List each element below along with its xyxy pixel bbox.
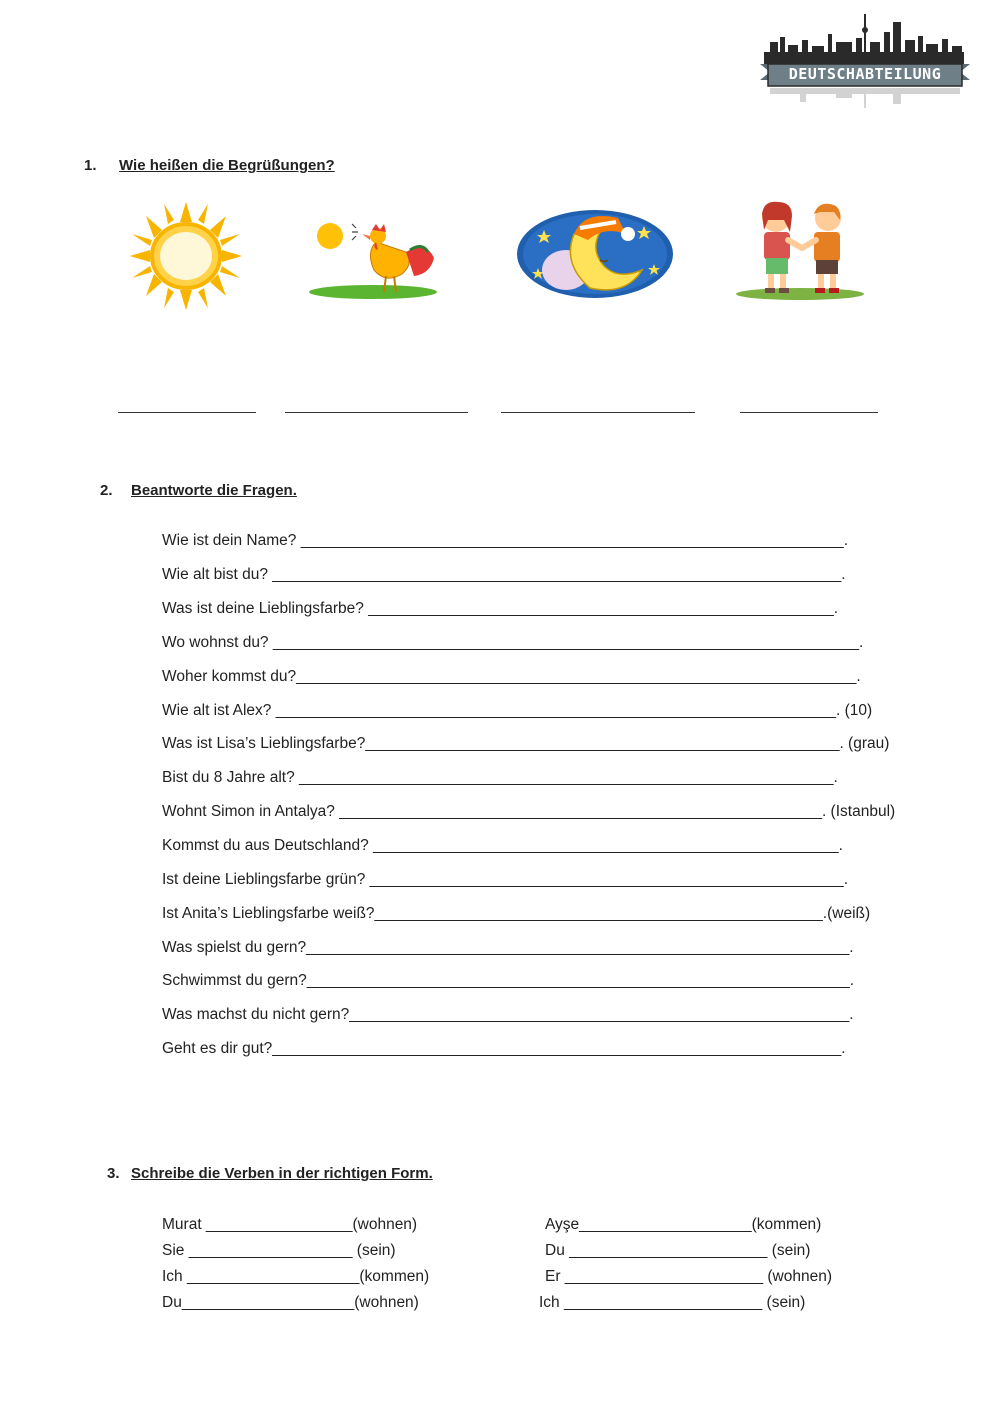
section-3-heading <box>107 1165 433 1182</box>
question-line[interactable]: Ist Anita’s Lieblingsfarbe weiß?____________________________________________________.(weiß) <box>162 905 871 922</box>
question-line[interactable]: Wie alt bist du? __________________________________________________________________. <box>162 566 846 583</box>
section-2-heading <box>100 482 297 499</box>
question-line[interactable]: Was ist deine Lieblingsfarbe? ______________________________________________________. <box>162 600 839 617</box>
verb-item-left[interactable]: Ich ____________________(kommen) <box>162 1268 430 1285</box>
question-line[interactable]: Was ist Lisa’s Lieblingsfarbe?_______________________________________________________. (grau) <box>162 735 890 752</box>
verb-item-right[interactable]: Ayşe____________________(kommen) <box>545 1216 822 1233</box>
question-line[interactable]: Ist deine Lieblingsfarbe grün? _______________________________________________________. <box>162 871 849 888</box>
question-line[interactable]: Wohnt Simon in Antalya? ________________________________________________________. (Istanbul) <box>162 803 896 820</box>
question-line[interactable]: Bist du 8 Jahre alt? ______________________________________________________________. <box>162 769 838 786</box>
verb-item-right[interactable]: Er _______________________ (wohnen) <box>545 1268 832 1285</box>
sun-icon <box>128 200 244 312</box>
question-line[interactable]: Geht es dir gut?__________________________________________________________________. <box>162 1040 846 1057</box>
deutschabteilung-logo <box>760 12 970 112</box>
answer-blank-1[interactable] <box>118 412 256 413</box>
verb-item-right[interactable]: Ich _______________________ (sein) <box>539 1294 806 1311</box>
section-3-title: Schreibe die Verben in der richtigen Form. <box>131 1165 433 1182</box>
section-2-title: Beantworte die Fragen. <box>131 482 297 499</box>
answer-blank-3[interactable] <box>501 412 695 413</box>
logo-text: DEUTSCHABTEILUNG <box>788 65 942 83</box>
children-handshake-icon <box>734 196 866 300</box>
sleeping-moon-icon <box>514 204 676 300</box>
section-1-heading <box>84 157 335 174</box>
verb-item-right[interactable]: Du _______________________ (sein) <box>545 1242 811 1259</box>
section-1-title: Wie heißen die Begrüßungen? <box>119 157 335 174</box>
question-line[interactable]: Kommst du aus Deutschland? ______________________________________________________. <box>162 837 843 854</box>
answer-blank-4[interactable] <box>740 412 878 413</box>
question-line[interactable]: Wie alt ist Alex? _________________________________________________________________. (10) <box>162 702 873 719</box>
section-1-number: 1. <box>84 157 97 174</box>
verb-item-left[interactable]: Sie ___________________ (sein) <box>162 1242 396 1259</box>
verb-item-left[interactable]: Murat _________________(wohnen) <box>162 1216 418 1233</box>
answer-blank-2[interactable] <box>285 412 468 413</box>
question-line[interactable]: Wo wohnst du? ____________________________________________________________________. <box>162 634 864 651</box>
question-line[interactable]: Wie ist dein Name? _______________________________________________________________. <box>162 532 849 549</box>
question-line[interactable]: Was machst du nicht gern?__________________________________________________________. <box>162 1006 854 1023</box>
section-2-number: 2. <box>100 482 113 499</box>
section-3-number: 3. <box>107 1165 120 1182</box>
question-line[interactable]: Was spielst du gern?_______________________________________________________________. <box>162 939 854 956</box>
question-line[interactable]: Woher kommst du?_________________________________________________________________. <box>162 668 861 685</box>
rooster-morning-icon <box>306 212 440 302</box>
question-line[interactable]: Schwimmst du gern?_______________________________________________________________. <box>162 972 855 989</box>
verb-item-left[interactable]: Du____________________(wohnen) <box>162 1294 419 1311</box>
